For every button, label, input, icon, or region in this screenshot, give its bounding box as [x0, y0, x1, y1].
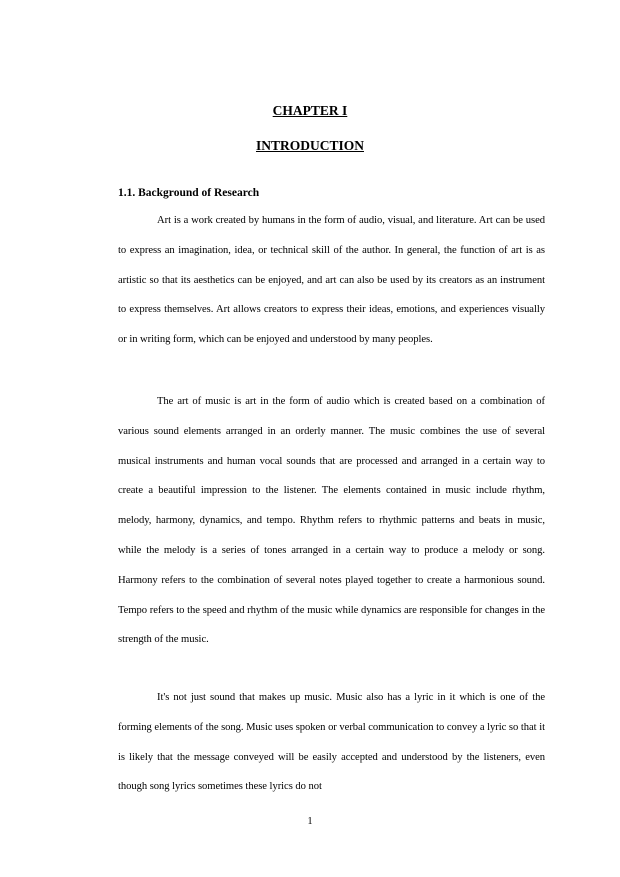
paragraph-3: It's not just sound that makes up music. Music also has a lyric in it which is one of the forming elements of the song. Music uses spoken or verbal communication to convey a lyric so that it is likely that the message conveyed will be easily accepted and understood by the listeners, even though song lyrics sometimes these lyrics do not [118, 692, 545, 793]
chapter-subtitle: INTRODUCTION [255, 138, 364, 153]
paragraph-1: Art is a work created by humans in the form of audio, visual, and literature. Art can be used to express an imagination, idea, or technical skill of the author. In general, the function of art is as artistic so that its aesthetics can be enjoyed, and art can also be used by its creators as an instrument to express themselves. Art allows creators to express their ideas, emotions, and experiences visually or in writing form, which can be enjoyed and understood by many peoples. [118, 215, 545, 346]
section-heading: 1.1. Background of Research [118, 187, 260, 199]
chapter-title: CHAPTER I [272, 103, 348, 118]
page-number: 1 [307, 816, 313, 827]
paragraph-2: The art of music is art in the form of audio which is created based on a combination of various sound elements arranged in an orderly manner. The music combines the use of several musical instruments and human vocal sounds that are processed and arranged in a certain way to create a beautiful impression to the listener. The elements contained in music include rhythm, melody, harmony, dynamics, and tempo. Rhythm refers to rhythmic patterns and beats in music, while the melody is a series of tones arranged in a certain way to produce a melody or song. Harmony refers to the combination of several notes played together to create a harmonious sound. Tempo refers to the speed and rhythm of the music while dynamics are responsible for changes in the strength of the music. [118, 396, 545, 646]
